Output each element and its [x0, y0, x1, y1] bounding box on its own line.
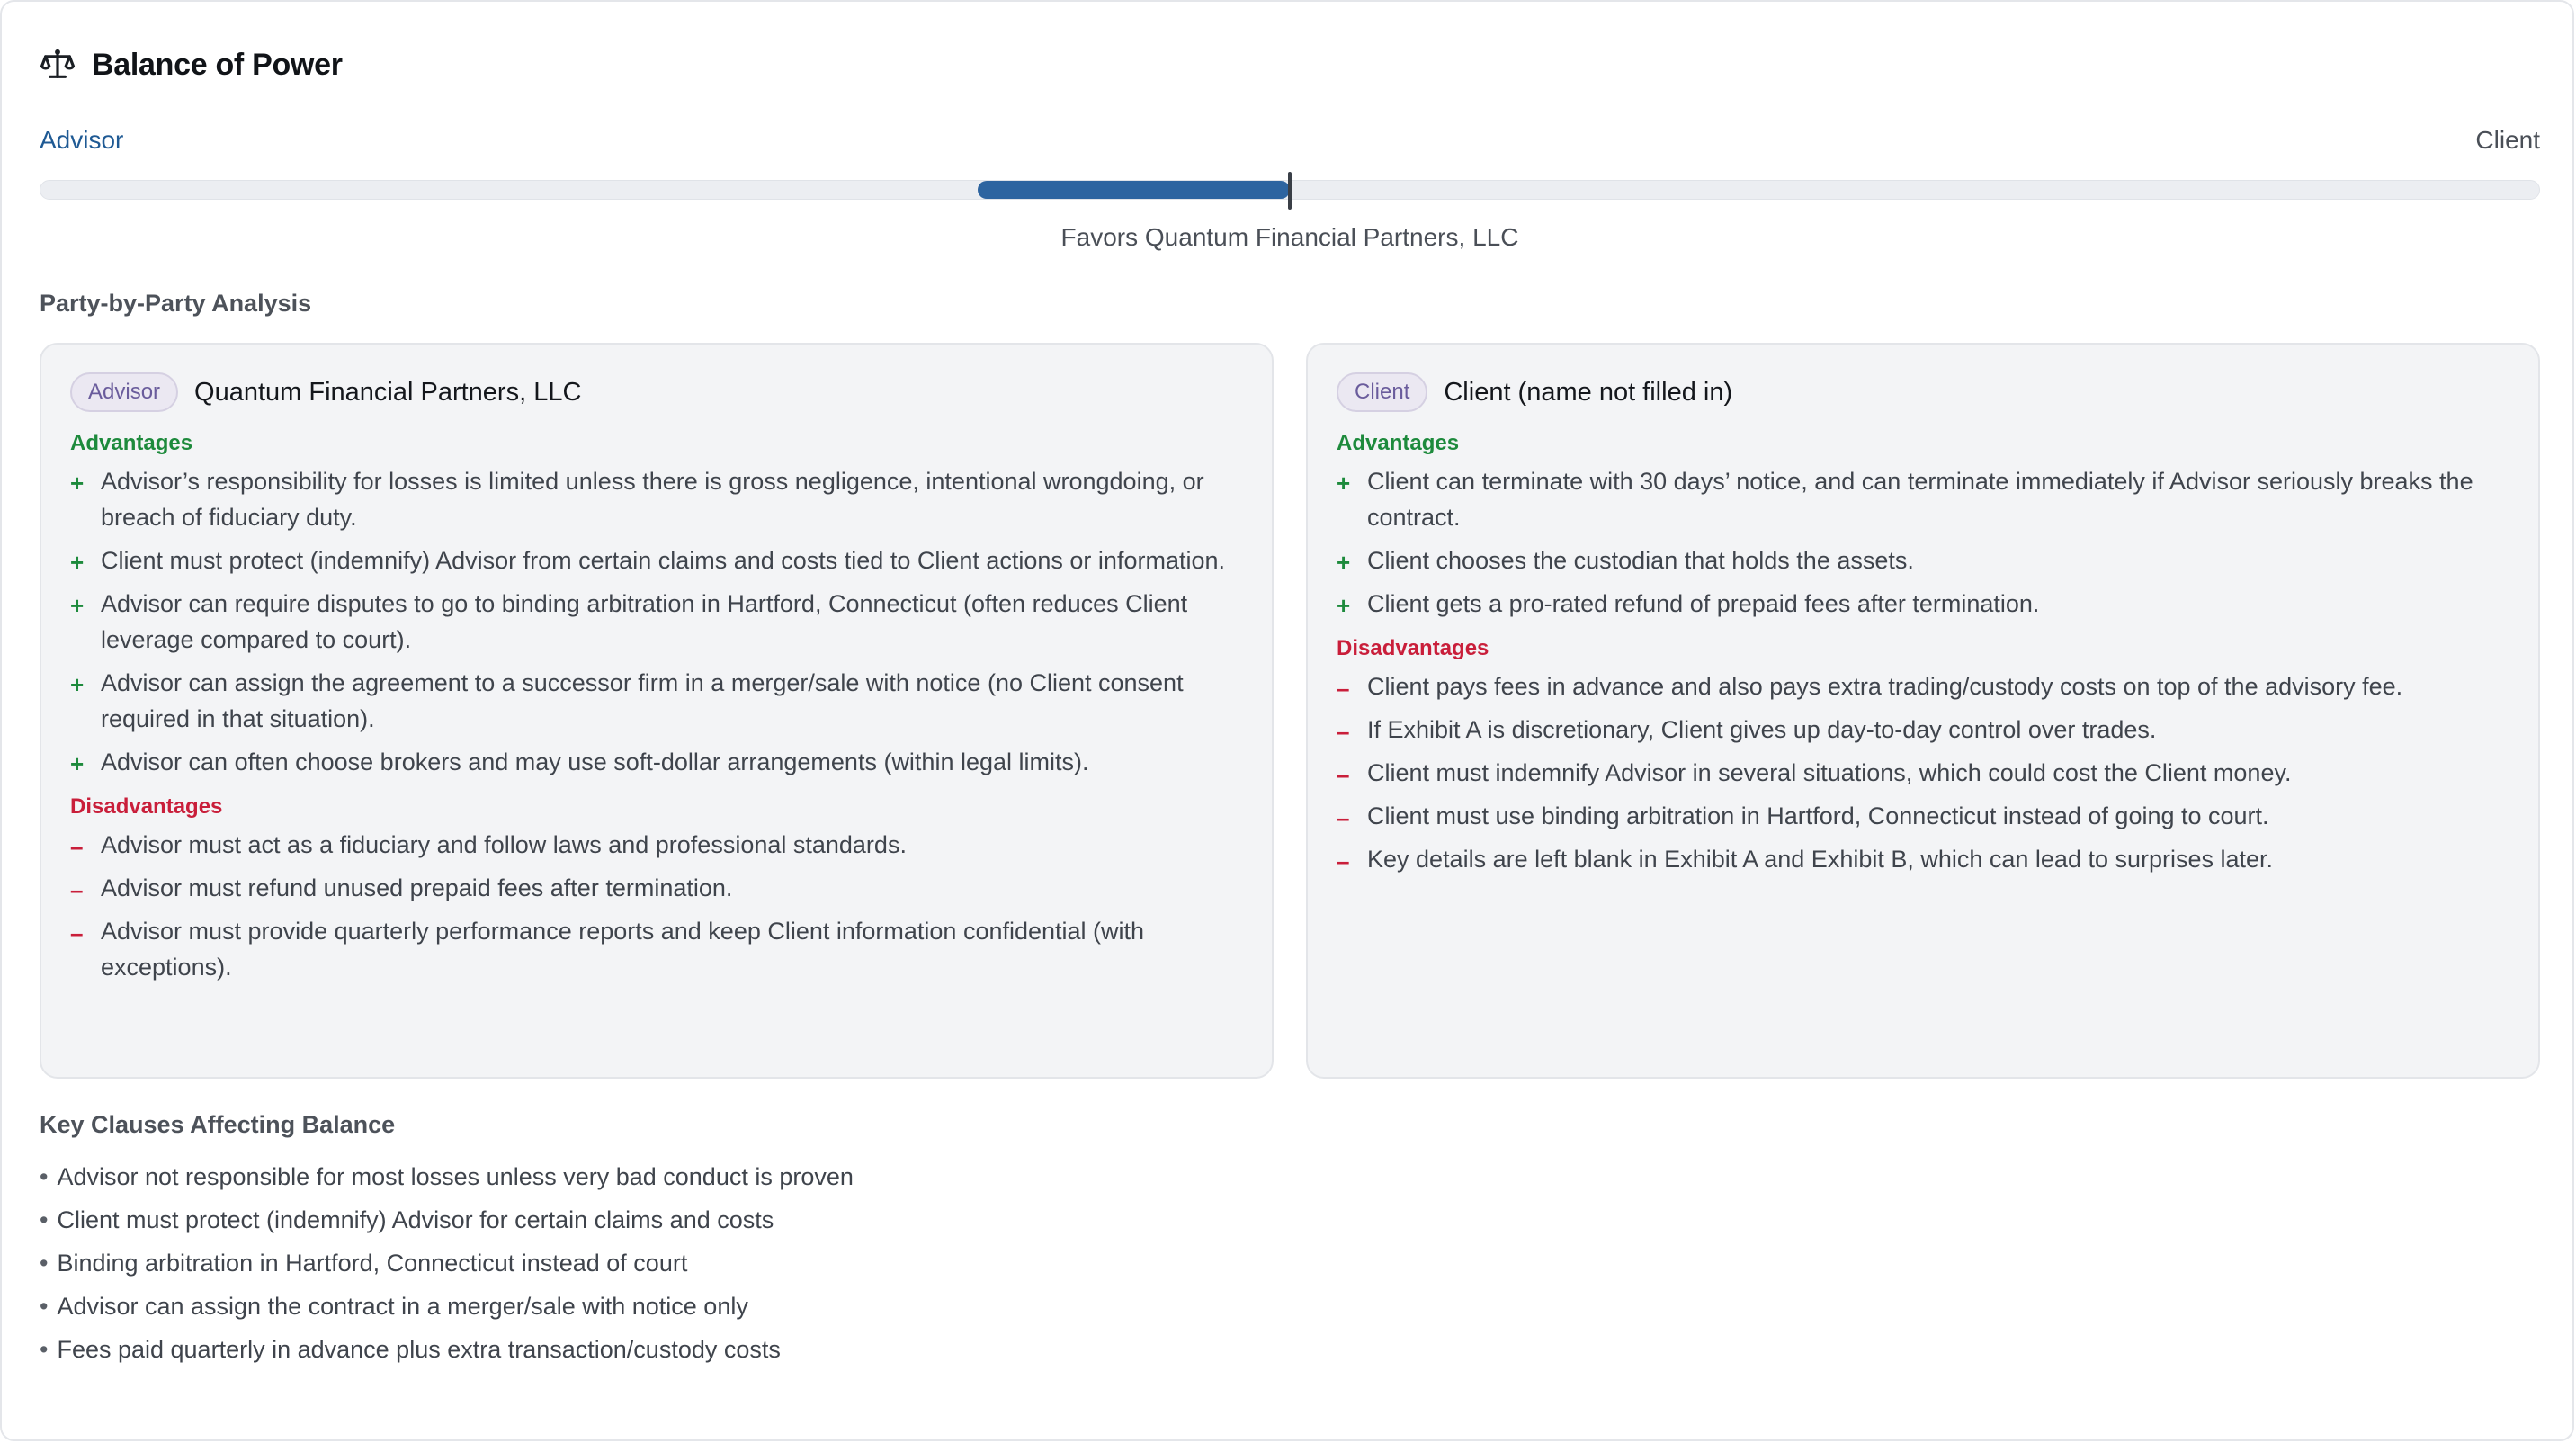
minus-icon: –	[1337, 804, 1350, 831]
analysis-list-item	[1337, 755, 2508, 791]
minus-icon: –	[1337, 675, 1350, 702]
party-cards	[40, 343, 2540, 1079]
analysis-list-item	[1337, 668, 2508, 704]
page-title: Balance of Power	[92, 47, 343, 82]
bullet-icon: •	[40, 1206, 49, 1233]
minus-icon: –	[1337, 718, 1350, 745]
list-item-text: Advisor can assign the contract in a merger/sale with notice only	[57, 1293, 748, 1320]
analysis-list-item	[1337, 712, 2508, 748]
list-item-text: Client must protect (indemnify) Advisor from certain claims and costs tied to Client actions or information.	[101, 547, 1225, 574]
plus-icon: +	[70, 671, 85, 698]
analysis-list-item	[70, 586, 1241, 658]
balance-favor-text: Favors Quantum Financial Partners, LLC	[1060, 223, 1519, 251]
advisor-disadvantages-list	[70, 827, 1241, 985]
plus-icon: +	[70, 750, 85, 777]
advisor-advantages-list	[70, 463, 1241, 780]
minus-icon: –	[70, 876, 84, 903]
client-party-name: Client (name not filled in)	[1444, 377, 1733, 407]
advisor-card-header	[70, 372, 1241, 413]
advisor-party-name: Quantum Financial Partners, LLC	[194, 377, 582, 407]
plus-icon: +	[1337, 549, 1351, 576]
list-item-text: Key details are left blank in Exhibit A and Exhibit B, which can lead to surprises later.	[1367, 846, 2274, 873]
bullet-icon: •	[40, 1163, 49, 1190]
advisor-advantages-label: Advantages	[70, 431, 193, 455]
analysis-list-item	[70, 463, 1241, 535]
list-item-text: Advisor can require disputes to go to binding arbitration in Hartford, Connecticut (often reduces Client leverage compared to court).	[101, 590, 1188, 653]
client-card-header	[1337, 372, 2508, 413]
list-item-text: Advisor must refund unused prepaid fees after termination.	[101, 874, 733, 901]
key-clauses-list	[40, 1159, 2540, 1367]
list-item-text: Advisor not responsible for most losses unless very bad conduct is proven	[57, 1163, 854, 1190]
analysis-list-item	[70, 542, 1241, 578]
list-item-text: Client gets a pro-rated refund of prepaid fees after termination.	[1367, 590, 2040, 617]
plus-icon: +	[70, 470, 85, 497]
minus-icon: –	[1337, 847, 1350, 874]
advisor-role-badge: Advisor	[70, 372, 178, 412]
advisor-card	[40, 343, 1274, 1079]
plus-icon: +	[70, 549, 85, 576]
analysis-list-item	[1337, 798, 2508, 834]
plus-icon: +	[1337, 470, 1351, 497]
minus-icon: –	[1337, 761, 1350, 788]
analysis-list-item	[70, 870, 1241, 906]
plus-icon: +	[70, 592, 85, 619]
key-clause-item	[40, 1288, 2540, 1324]
analysis-list-item	[1337, 841, 2508, 877]
client-advantages-list	[1337, 463, 2508, 622]
balance-track	[40, 180, 2540, 200]
advisor-disadvantages-label: Disadvantages	[70, 794, 223, 819]
key-clause-item	[40, 1202, 2540, 1238]
key-clause-item	[40, 1331, 2540, 1367]
balance-fill	[978, 181, 1290, 199]
analysis-list-item	[70, 744, 1241, 780]
analysis-list-item	[70, 827, 1241, 863]
key-clause-item	[40, 1159, 2540, 1195]
balance-right-label: Client	[2475, 126, 2540, 154]
list-item-text: Client must protect (indemnify) Advisor for certain claims and costs	[57, 1206, 774, 1233]
list-item-text: Client can terminate with 30 days’ notice, and can terminate immediately if Advisor seriously breaks the contract.	[1367, 468, 2473, 531]
list-item-text: Client pays fees in advance and also pays extra trading/custody costs on top of the advisory fee.	[1367, 673, 2403, 700]
key-clause-item	[40, 1245, 2540, 1281]
list-item-text: Advisor can assign the agreement to a successor firm in a merger/sale with notice (no Client consent required in that situation).	[101, 669, 1184, 732]
key-clauses-heading: Key Clauses Affecting Balance	[40, 1111, 396, 1138]
list-item-text: Binding arbitration in Hartford, Connecticut instead of court	[57, 1250, 688, 1277]
analysis-list-item	[70, 665, 1241, 737]
list-item-text: If Exhibit A is discretionary, Client gives up day-to-day control over trades.	[1367, 716, 2157, 743]
balance-left-label: Advisor	[40, 126, 124, 154]
panel-content	[40, 41, 2540, 1375]
analysis-heading: Party-by-Party Analysis	[40, 290, 312, 317]
analysis-list-item	[1337, 463, 2508, 535]
list-item-text: Advisor must act as a fiduciary and follow laws and professional standards.	[101, 831, 907, 858]
balance-scale-labels	[40, 126, 2540, 162]
bullet-icon: •	[40, 1336, 49, 1363]
client-disadvantages-list	[1337, 668, 2508, 877]
client-card	[1306, 343, 2540, 1079]
client-disadvantages-label: Disadvantages	[1337, 636, 1489, 660]
balance-scale-icon	[40, 47, 76, 83]
client-advantages-label: Advantages	[1337, 431, 1460, 455]
list-item-text: Client must use binding arbitration in Hartford, Connecticut instead of going to court.	[1367, 802, 2269, 829]
analysis-list-item	[1337, 542, 2508, 578]
bullet-icon: •	[40, 1293, 49, 1320]
analysis-list-item	[1337, 586, 2508, 622]
minus-icon: –	[70, 919, 84, 946]
client-role-badge: Client	[1337, 372, 1427, 412]
list-item-text: Advisor must provide quarterly performance reports and keep Client information confidential (with exceptions).	[101, 918, 1145, 981]
list-item-text: Fees paid quarterly in advance plus extra transaction/custody costs	[57, 1336, 781, 1363]
minus-icon: –	[70, 833, 84, 860]
list-item-text: Client must indemnify Advisor in several situations, which could cost the Client money.	[1367, 759, 2292, 786]
list-item-text: Advisor’s responsibility for losses is limited unless there is gross negligence, intentional wrongdoing, or breach of fiduciary duty.	[101, 468, 1204, 531]
analysis-list-item	[70, 913, 1241, 985]
balance-center-marker	[1288, 172, 1292, 210]
panel-header	[40, 41, 2540, 88]
list-item-text: Client chooses the custodian that holds the assets.	[1367, 547, 1914, 574]
bullet-icon: •	[40, 1250, 49, 1277]
plus-icon: +	[1337, 592, 1351, 619]
list-item-text: Advisor can often choose brokers and may use soft-dollar arrangements (within legal limits).	[101, 748, 1089, 775]
